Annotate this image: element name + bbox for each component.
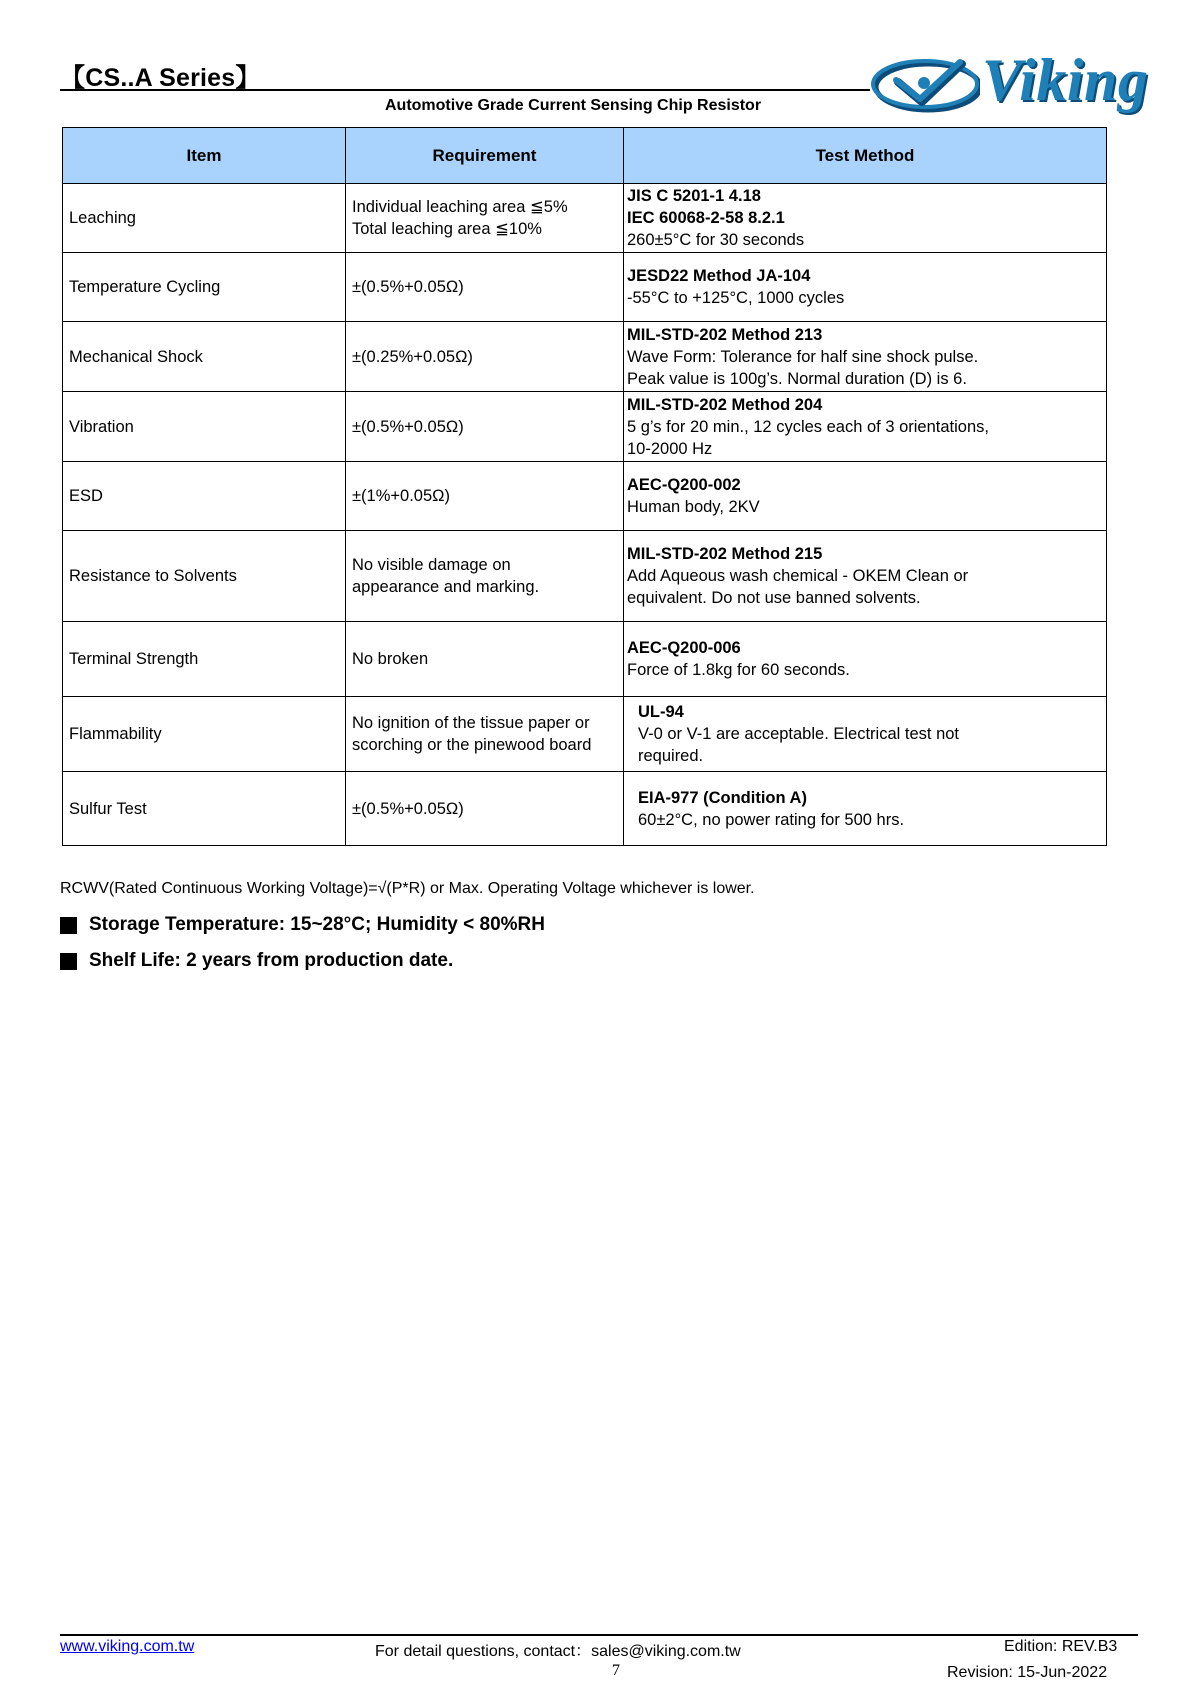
method-cell: JESD22 Method JA-104 -55°C to +125°C, 1000 cycles	[624, 253, 1107, 322]
page-number: 7	[612, 1662, 620, 1679]
requirement-cell: Individual leaching area ≦5% Total leaching area ≦10%	[346, 184, 624, 253]
table-row	[63, 462, 1107, 531]
method-cell: JIS C 5201-1 4.18 IEC 60068-2-58 8.2.1 260±5°C for 30 seconds	[624, 184, 1107, 253]
method-cell: AEC-Q200-006 Force of 1.8kg for 60 seconds.	[624, 622, 1107, 697]
requirement-cell: No broken	[346, 622, 624, 697]
item-cell: Resistance to Solvents	[63, 531, 346, 622]
eye-emblem-icon	[870, 50, 980, 122]
test-spec-table	[62, 127, 1107, 846]
item-cell: Terminal Strength	[63, 622, 346, 697]
revision-text: Revision: 15-Jun-2022	[947, 1664, 1108, 1681]
footer-divider	[60, 1634, 1138, 1636]
method-cell: MIL-STD-202 Method 215 Add Aqueous wash chemical - OKEM Clean or equivalent. Do not use banned solvents.	[624, 531, 1107, 622]
requirement-cell: ±(0.25%+0.05Ω)	[346, 322, 624, 392]
table-row	[63, 392, 1107, 462]
method-cell: MIL-STD-202 Method 213 Wave Form: Tolerance for half sine shock pulse. Peak value is 100g’s. Normal duration (D) is 6.	[624, 322, 1107, 392]
shelf-life-bullet	[60, 950, 453, 972]
table-row	[63, 622, 1107, 697]
rcwv-note: RCWV(Rated Continuous Working Voltage)=√(P*R) or Max. Operating Voltage whichever is lower.	[60, 880, 755, 897]
item-cell: Temperature Cycling	[63, 253, 346, 322]
square-bullet-icon	[60, 917, 77, 934]
requirement-cell: No ignition of the tissue paper or scorching or the pinewood board	[346, 697, 624, 772]
table-row	[63, 322, 1107, 392]
item-cell: Mechanical Shock	[63, 322, 346, 392]
requirement-cell: ±(0.5%+0.05Ω)	[346, 392, 624, 462]
table-header-row	[63, 128, 1107, 184]
table-row	[63, 253, 1107, 322]
item-cell: ESD	[63, 462, 346, 531]
table-row	[63, 772, 1107, 846]
header-divider	[60, 89, 870, 91]
item-cell: Flammability	[63, 697, 346, 772]
requirement-cell: No visible damage on appearance and marking.	[346, 531, 624, 622]
item-cell: Vibration	[63, 392, 346, 462]
item-cell: Leaching	[63, 184, 346, 253]
logo-wordmark: Viking	[982, 47, 1149, 113]
document-subtitle: Automotive Grade Current Sensing Chip Resistor	[385, 97, 762, 114]
website-link[interactable]: www.viking.com.tw	[60, 1638, 195, 1655]
contact-text: For detail questions, contact：sales@viking.com.tw	[375, 1643, 741, 1660]
storage-text: Storage Temperature: 15~28°C; Humidity < 80%RH	[89, 914, 545, 935]
requirement-cell: ±(0.5%+0.05Ω)	[346, 772, 624, 846]
header-requirement: Requirement	[346, 128, 624, 184]
table-row	[63, 531, 1107, 622]
item-cell: Sulfur Test	[63, 772, 346, 846]
table-row	[63, 184, 1107, 253]
method-cell: UL-94 V-0 or V-1 are acceptable. Electrical test not required.	[624, 697, 1107, 772]
requirement-cell: ±(1%+0.05Ω)	[346, 462, 624, 531]
header-item: Item	[63, 128, 346, 184]
requirement-cell: ±(0.5%+0.05Ω)	[346, 253, 624, 322]
viking-logo	[870, 47, 1149, 122]
table-row	[63, 697, 1107, 772]
method-cell: EIA-977 (Condition A) 60±2°C, no power rating for 500 hrs.	[624, 772, 1107, 846]
shelf-life-text: Shelf Life: 2 years from production date.	[89, 950, 454, 971]
square-bullet-icon	[60, 953, 77, 970]
storage-bullet	[60, 914, 545, 936]
header-test-method: Test Method	[624, 128, 1107, 184]
edition-text: Edition: REV.B3	[1004, 1638, 1118, 1655]
method-cell: AEC-Q200-002 Human body, 2KV	[624, 462, 1107, 531]
series-title: 【CS..A Series】	[60, 64, 261, 92]
method-cell: MIL-STD-202 Method 204 5 g’s for 20 min., 12 cycles each of 3 orientations, 10-2000 Hz	[624, 392, 1107, 462]
